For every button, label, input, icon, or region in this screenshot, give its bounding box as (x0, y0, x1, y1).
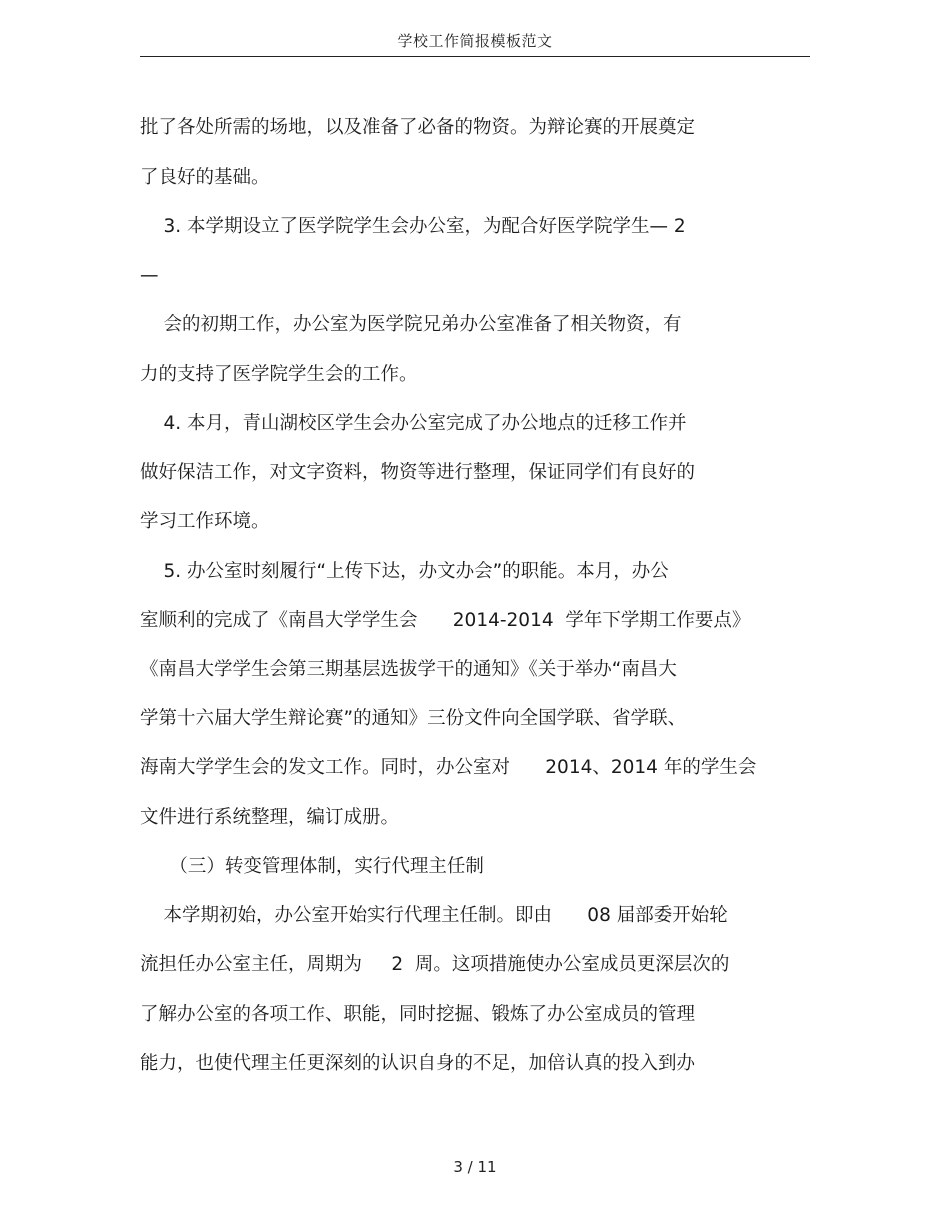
page-number: 3 / 11 (453, 1158, 497, 1176)
body-line: 3. 本学期设立了医学院学生会办公室，为配合好医学院学生— 2 (140, 216, 686, 237)
body-line: 了良好的基础。 (140, 167, 270, 188)
body-line: 文件进行系统整理，编订成册。 (140, 807, 400, 828)
body-line: 力的支持了医学院学生会的工作。 (140, 364, 418, 385)
body-line: 做好保洁工作，对文字资料，物资等进行整理，保证同学们有良好的 (140, 462, 696, 483)
section-heading: （三）转变管理体制，实行代理主任制 (140, 856, 484, 877)
body-line: 室顺利的完成了《南昌大学学生会 2014-2014 学年下学期工作要点》 (140, 610, 751, 631)
body-line: 《南昌大学学生会第三期基层选拔学干的通知》《关于举办“南昌大 (140, 659, 677, 680)
body-line: 学习工作环境。 (140, 511, 270, 532)
body-line: 海南大学学生会的发文工作。同时，办公室对 2014、2014 年的学生会 (140, 757, 757, 778)
body-line: — (140, 265, 159, 286)
body-line: 了解办公室的各项工作、职能，同时挖掘、锻炼了办公室成员的管理 (140, 1004, 696, 1025)
body-line: 学第十六届大学生辩论赛”的通知》三份文件向全国学联、省学联、 (140, 708, 687, 729)
document-title: 学校工作简报模板范文 (397, 32, 553, 50)
body-line: 流担任办公室主任，周期为 2 周。这项措施使办公室成员更深层次的 (140, 954, 730, 975)
page-header (140, 26, 810, 57)
body-line: 本学期初始，办公室开始实行代理主任制。即由 08 届部委开始轮 (140, 905, 728, 926)
body-line: 批了各处所需的场地，以及准备了必备的物资。为辩论赛的开展奠定 (140, 117, 696, 138)
body-line: 4. 本月，青山湖校区学生会办公室完成了办公地点的迁移工作并 (140, 413, 687, 434)
body-line: 能力，也使代理主任更深刻的认识自身的不足，加倍认真的投入到办 (140, 1053, 696, 1074)
body-line: 会的初期工作，办公室为医学院兄弟办公室准备了相关物资，有 (140, 314, 682, 335)
body-line: 5. 办公室时刻履行“上传下达，办文办会”的职能。本月，办公 (140, 561, 669, 582)
